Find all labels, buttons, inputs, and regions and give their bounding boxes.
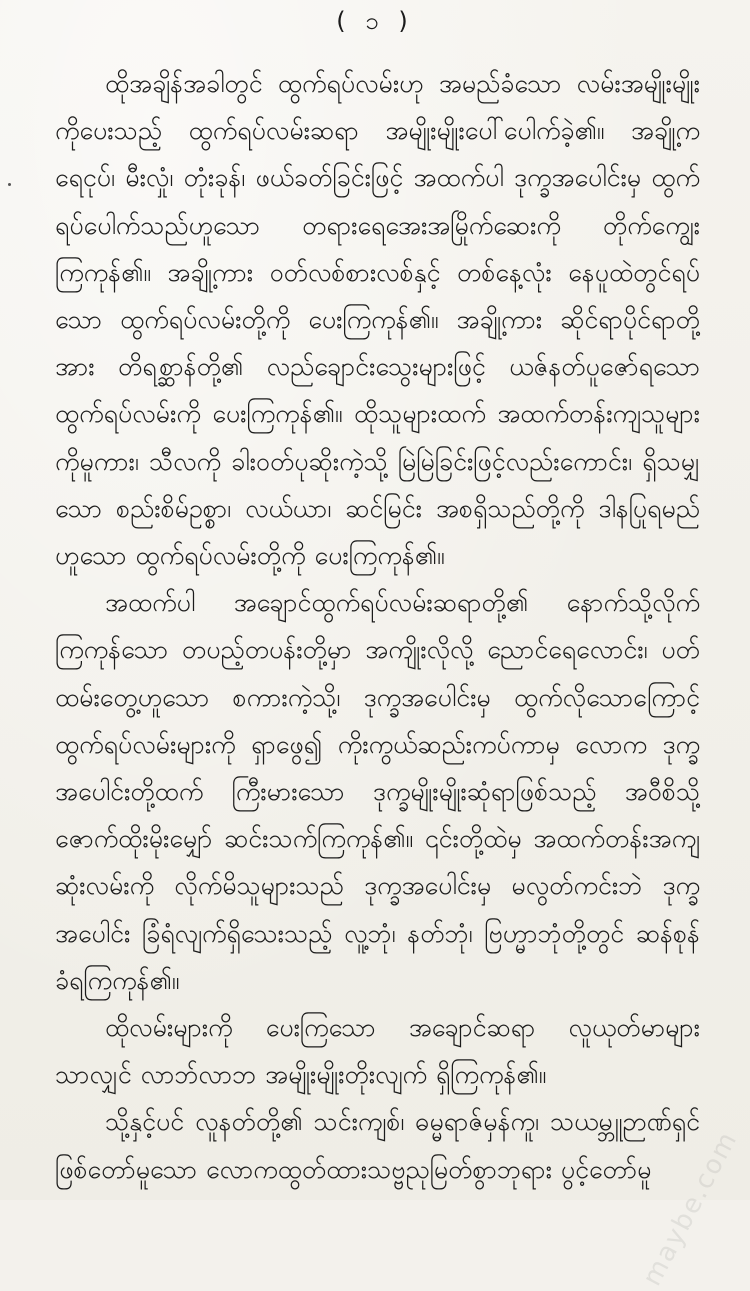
paragraph-1: ထိုအချိန်အခါတွင် ထွက်ရပ်လမ်းဟု အမည်ခံသော လမ်းအမျိုးမျိုးကိုပေးသည့် ထွက်ရပ်လမ်းဆရာ အမျိုးမျိုးပေါ်ပေါက်ခဲ့၏။ အချို့က ရေငုပ်၊ မီးလှုံ၊ တုံးခုန်၊ ဖယ်ခတ်ခြင်းဖြင့် အထက်ပါ ဒုက္ခအပေါင်းမှ ထွက်ရပ်ပေါက်သည်ဟူသော တရားရေအေးအမြိုက်ဆေးကို တိုက်ကျွေးကြကုန်၏။ အချို့ကား ဝတ်လစ်စားလစ်နှင့် တစ်နေ့လုံး နေပူထဲတွင်ရပ်သော ထွက်ရပ်လမ်းတို့ကို ပေးကြကုန်၏။ အချို့ကား ဆိုင်ရာပိုင်ရာတို့အား တိရစ္ဆာန်တို့၏ လည်ချောင်းသွေးများဖြင့် ယဇ်နတ်ပူဇော်ရသော ထွက်ရပ်လမ်းကို ပေးကြကုန်၏။ ထိုသူများထက် အထက်တန်းကျသူများကိုမူကား၊ သီလကို ခါးဝတ်ပုဆိုးကဲ့သို့ မြဲမြဲခြင်းဖြင့်လည်းကောင်း၊ ရှိသမျှသော စည်းစိမ်ဥစ္စာ၊ လယ်ယာ၊ ဆင်မြင်း အစရှိသည်တို့ကို ဒါနပြုရမည်ဟူသော ထွက်ရပ်လမ်းတို့ကို ပေးကြကုန်၏။ [55,69,700,571]
page-number: ( ၁ ) [336,7,414,35]
scan-speck [8,183,11,186]
paragraph-4: သို့နှင့်ပင် လူနတ်တို့၏ သင်းကျစ်၊ ဓမ္မရာဇ်မှန်ကူ၊ သယမ္ဘူဉာဏ်ရှင်ဖြစ်တော်မူသော လောကထွတ်ထားသဗ္ဗညုမြတ်စွာဘုရား ပွင့်တော်မူ [55,1107,700,1184]
text-body [55,60,700,1193]
paragraph-3: ထိုလမ်းများကို ပေးကြသော အချောင်ဆရာ လူယုတ်မာများသာလျှင် လာဘ်လာဘ အမျိုးမျိုးတိုးလျက် ရှိကြကုန်၏။ [55,1013,700,1090]
paragraph-2: အထက်ပါ အချောင်ထွက်ရပ်လမ်းဆရာတို့၏ နောက်သို့လိုက်ကြကုန်သော တပည့်တပန်းတို့မှာ အကျိုးလိုလို့ ညောင်ရေလောင်း၊ ပတ်ထမ်းတွေ့ဟူသော စကားကဲ့သို့၊ ဒုက္ခအပေါင်းမှ ထွက်လိုသောကြောင့် ထွက်ရပ်လမ်းများကို ရှာဖွေ၍ ကိုးကွယ်ဆည်းကပ်ကာမှ လောက ဒုက္ခအပေါင်းတို့ထက် ကြီးမားသော ဒုက္ခမျိုးမျိုးဆုံရာဖြစ်သည့် အဝီစိသို့ ဇောက်ထိုးမိုးမျှော် ဆင်းသက်ကြကုန်၏။ ၎င်းတို့ထဲမှ အထက်တန်းအကျဆုံးလမ်းကို လိုက်မိသူများသည် ဒုက္ခအပေါင်းမှ မလွတ်ကင်းဘဲ ဒုက္ခအပေါင်း ခြံရံလျက်ရှိသေးသည့် လူ့ဘုံ၊ နတ်ဘုံ၊ ဗြဟ္မာဘုံတို့တွင် ဆန်စုန်ခံရကြကုန်၏။ [55,588,700,995]
watermark: maybe.com [637,1125,744,1291]
